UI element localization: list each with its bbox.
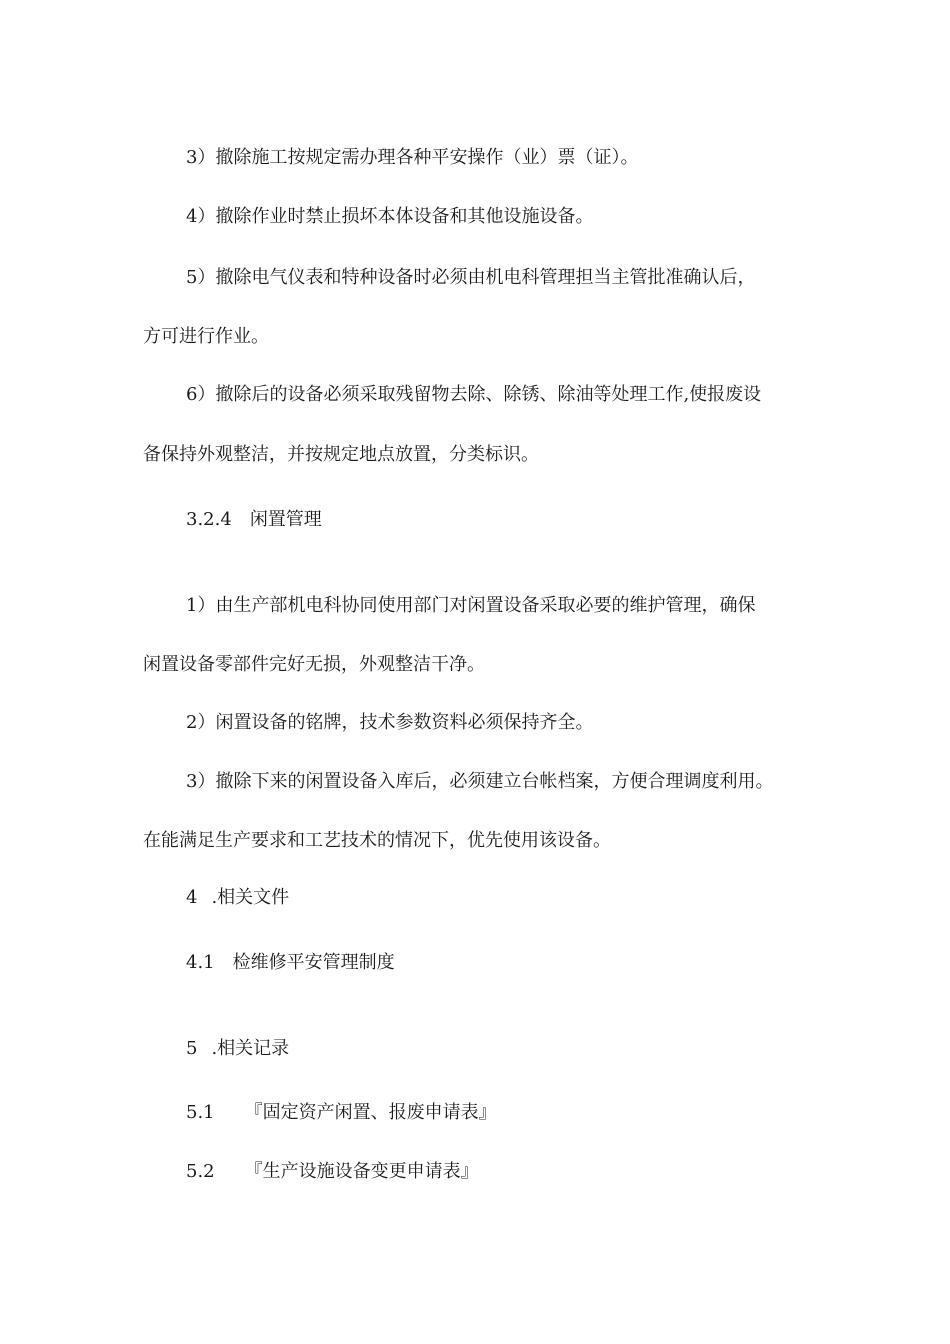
paragraph-line: 5）撤除电气仪表和特种设备时必须由机电科管理担当主管批准确认后， [186,267,756,288]
section-title: .相关文件 [211,887,290,908]
section-title: 『生产设施设备变更申请表』 [244,1161,479,1182]
section-heading [186,1101,497,1125]
paragraph-line: 3）撤除下来的闲置设备入库后，必须建立台帐档案，方便合理调度利用。 [186,771,774,792]
section-heading [186,1037,289,1061]
section-heading [186,508,322,532]
section-heading [186,951,395,975]
section-title: 检维修平安管理制度 [232,952,395,973]
paragraph-line: 3）撤除施工按规定需办理各种平安操作（业）票（证）。 [186,147,639,168]
section-number: 4.1 [186,952,215,973]
section-title: .相关记录 [211,1038,290,1059]
section-number: 5 [186,1038,198,1059]
paragraph-line: 方可进行作业。 [143,326,269,347]
section-number: 4 [186,887,198,908]
paragraph-line: 闲置设备零部件完好无损，外观整洁干净。 [143,654,485,675]
paragraph-line: 4）撤除作业时禁止损坏本体设备和其他设施设备。 [186,206,594,227]
section-heading [186,886,289,910]
section-title: 『固定资产闲置、报废申请表』 [244,1102,497,1123]
paragraph-line: 6）撤除后的设备必须采取残留物去除、除锈、除油等处理工作,使报废设 [186,384,762,405]
paragraph-line: 1）由生产部机电科协同使用部门对闲置设备采取必要的维护管理，确保 [186,595,756,616]
paragraph-line: 备保持外观整洁，并按规定地点放置，分类标识。 [143,444,539,465]
section-heading [186,1160,479,1184]
paragraph-line: 2）闲置设备的铭牌，技术参数资料必须保持齐全。 [186,712,594,733]
section-number: 5.1 [186,1102,215,1123]
section-number: 5.2 [186,1161,215,1182]
section-number: 3.2.4 [186,509,232,530]
paragraph-line: 在能满足生产要求和工艺技术的情况下，优先使用该设备。 [143,830,611,851]
section-title: 闲置管理 [249,509,322,530]
